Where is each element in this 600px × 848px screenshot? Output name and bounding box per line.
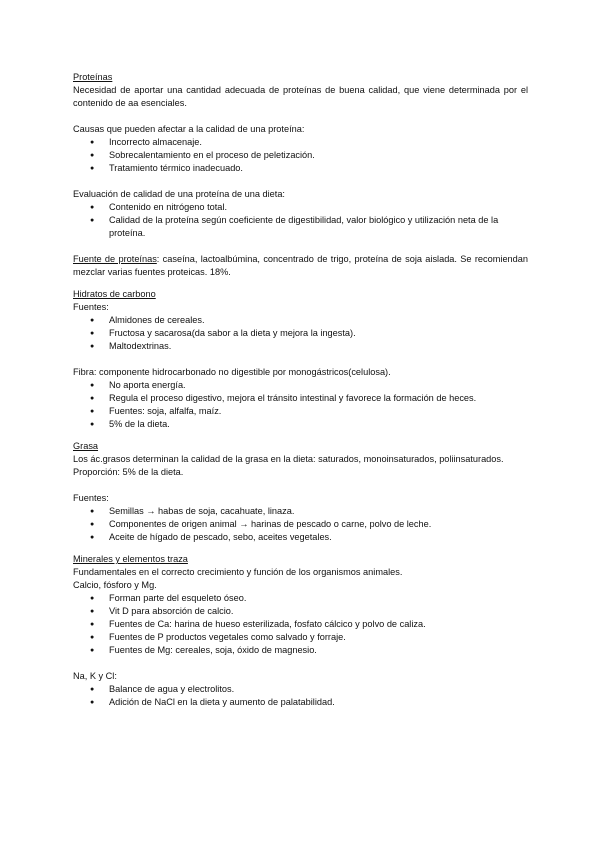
list-item: ● Almidones de cereales. [73, 314, 528, 327]
list-item: ● Adición de NaCl en la dieta y aumento de palatabilidad. [73, 696, 528, 709]
label-fuentes-grasa: Fuentes: [73, 493, 109, 503]
paragraph-fuente-proteinas [73, 253, 528, 279]
list-evaluacion [73, 201, 528, 240]
list-item: ● No aporta energía. [73, 379, 528, 392]
list-item: ● Fructosa y sacarosa(da sabor a la dieta y mejora la ingesta). [73, 327, 528, 340]
label-calcio: Calcio, fósforo y Mg. [73, 580, 157, 590]
label-causas: Causas que pueden afectar a la calidad de una proteína: [73, 124, 305, 134]
list-item: ● Componentes de origen animal → harinas de pescado o carne, polvo de leche. [73, 518, 528, 531]
list-na-k-cl [73, 683, 528, 709]
list-item: ● Semillas → habas de soja, cacahuate, linaza. [73, 505, 528, 518]
list-calcio [73, 592, 528, 657]
label-na-k-cl: Na, K y Cl: [73, 671, 117, 681]
document-page [73, 71, 528, 709]
label-fuentes-hidratos: Fuentes: [73, 302, 109, 312]
heading-minerales: Minerales y elementos traza [73, 554, 188, 564]
list-item: ● Forman parte del esqueleto óseo. [73, 592, 528, 605]
list-item: ● Maltodextrinas. [73, 340, 528, 353]
label-evaluacion: Evaluación de calidad de una proteína de una dieta: [73, 189, 285, 199]
list-item: ● Fuentes de P productos vegetales como salvado y forraje. [73, 631, 528, 644]
list-item: ● Regula el proceso digestivo, mejora el tránsito intestinal y favorece la formación de heces. [73, 392, 528, 405]
label-fuente-proteinas: Fuente de proteínas [73, 254, 157, 264]
list-item: ● 5% de la dieta. [73, 418, 528, 431]
list-item: ● Fuentes: soja, alfalfa, maíz. [73, 405, 528, 418]
list-fuentes-grasa [73, 505, 528, 544]
list-item: ● Balance de agua y electrolitos. [73, 683, 528, 696]
list-fibra [73, 379, 528, 431]
heading-grasa: Grasa [73, 441, 99, 451]
list-item: ● Sobrecalentamiento en el proceso de peletización. [73, 149, 528, 162]
heading-hidratos: Hidratos de carbono [73, 289, 156, 299]
list-item: ● Fuentes de Ca: harina de hueso esterilizada, fosfato cálcico y polvo de caliza. [73, 618, 528, 631]
paragraph-grasa-intro: Los ác.grasos determinan la calidad de la grasa en la dieta: saturados, monoinsaturados, poliinsaturados. [73, 454, 504, 464]
text-proporcion: Proporción: 5% de la dieta. [73, 467, 184, 477]
list-item: ● Tratamiento térmico inadecuado. [73, 162, 528, 175]
list-fuentes-hidratos [73, 314, 528, 353]
list-item: ● Aceite de hígado de pescado, sebo, aceites vegetales. [73, 531, 528, 544]
list-causas [73, 136, 528, 175]
label-fibra: Fibra: componente hidrocarbonado no digestible por monogástricos(celulosa). [73, 367, 391, 377]
paragraph-proteinas-intro: Necesidad de aportar una cantidad adecuada de proteínas de buena calidad, que viene determinada por el contenido de aa esenciales. [73, 85, 528, 108]
list-item: ● Fuentes de Mg: cereales, soja, óxido de magnesio. [73, 644, 528, 657]
list-item: ● Contenido en nitrógeno total. [73, 201, 528, 214]
list-item: ● Incorrecto almacenaje. [73, 136, 528, 149]
heading-proteinas: Proteínas [73, 72, 113, 82]
text-fuente-proteinas: : caseína, lactoalbúmina, concentrado de trigo, proteína de soja aislada. Se recomiendan mezclar varias fuentes proteicas. 18%. [73, 254, 528, 277]
list-item: ● Calidad de la proteína según coeficiente de digestibilidad, valor biológico y utilización neta de la proteína. [73, 214, 528, 240]
paragraph-minerales-intro: Fundamentales en el correcto crecimiento y función de los organismos animales. [73, 567, 403, 577]
list-item: ● Vit D para absorción de calcio. [73, 605, 528, 618]
